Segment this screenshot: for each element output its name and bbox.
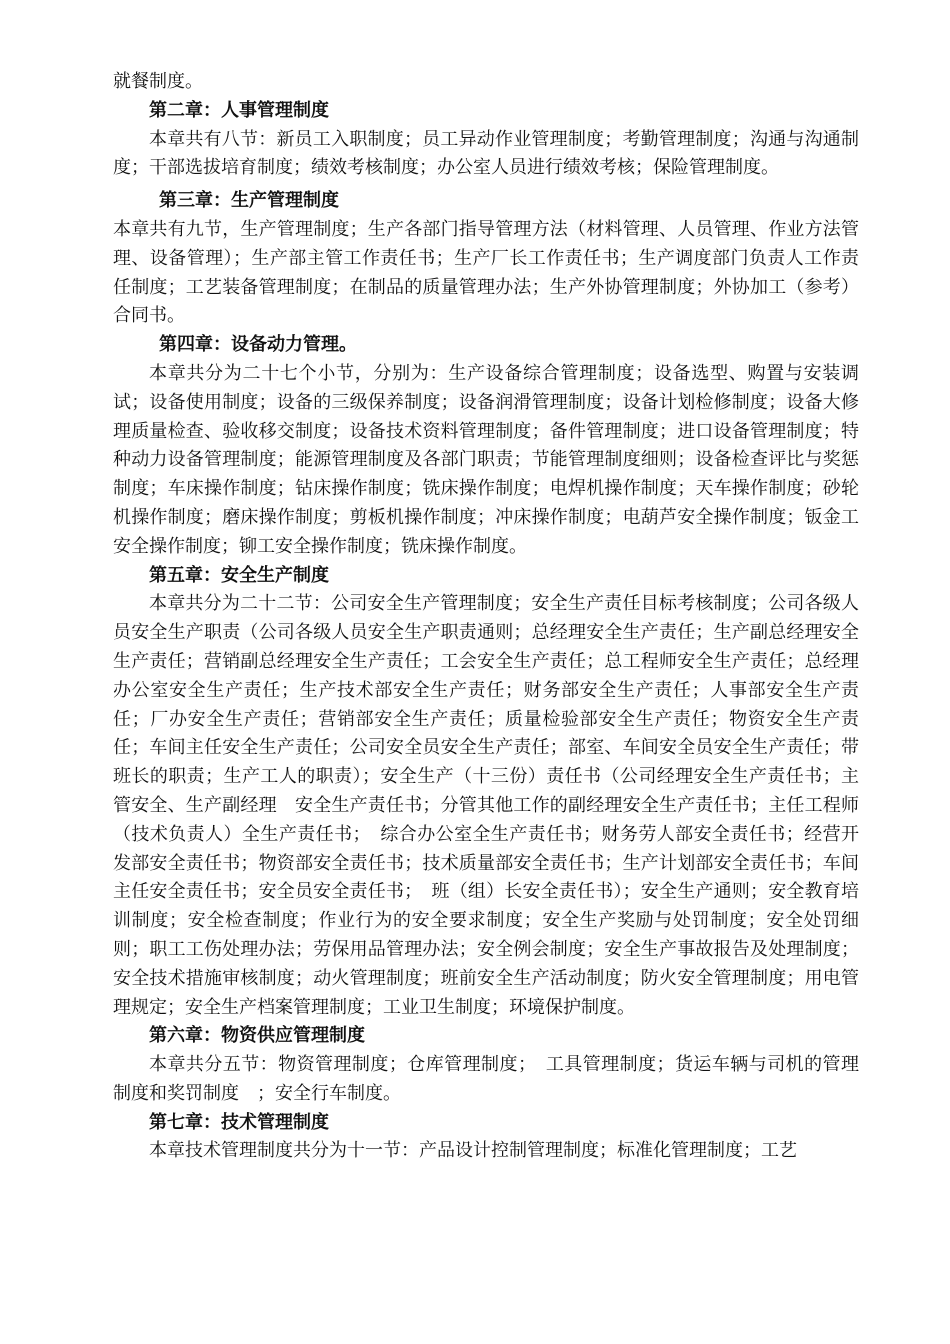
- chapter-6-heading: 第六章：物资供应管理制度: [149, 1025, 365, 1047]
- chapter-3-heading: 第三章：生产管理制度: [159, 190, 339, 212]
- chapter-5-heading: 第五章：安全生产制度: [149, 564, 329, 586]
- chapter-3-body: 本章共有九节，生产管理制度；生产各部门指导管理方法（材料管理、人员管理、作业方法管理、设备管理）；生产部主管工作责任书；生产厂长工作责任书；生产调度部门负责人工作责任制度；工艺装备管理制度；在制品的质量管理办法；生产外协管理制度；外协加工（参考）合同书。: [113, 218, 859, 327]
- chapter-4-heading: 第四章：设备动力管理。: [159, 334, 357, 356]
- chapter-2-body: 本章共有八节：新员工入职制度；员工异动作业管理制度；考勤管理制度；沟通与沟通制度；干部选拔培育制度；绩效考核制度；办公室人员进行绩效考核；保险管理制度。: [113, 128, 859, 179]
- chapter-4-body: 本章共分为二十七个小节，分别为：生产设备综合管理制度；设备选型、购置与安装调试；设备使用制度；设备的三级保养制度；设备润滑管理制度；设备计划检修制度；设备大修理质量检查、验收移交制度；设备技术资料管理制度；备件管理制度；进口设备管理制度；特种动力设备管理制度；能源管理制度及各部门职责；节能管理制度细则；设备检查评比与奖惩制度；车床操作制度；钻床操作制度；铣床操作制度；电焊机操作制度；天车操作制度；砂轮机操作制度；磨床操作制度；剪板机操作制度；冲床操作制度；电葫芦安全操作制度；钣金工安全操作制度；铆工安全操作制度；铣床操作制度。: [113, 362, 859, 557]
- chapter-7-heading: 第七章：技术管理制度: [149, 1111, 329, 1133]
- chapter-5-body: 本章共分为二十二节：公司安全生产管理制度；安全生产责任目标考核制度；公司各级人员安全生产职责（公司各级人员安全生产职责通则；总经理安全生产责任；生产副总经理安全生产责任；营销副总经理安全生产责任；工会安全生产责任；总工程师安全生产责任；总经理办公室安全生产责任；生产技术部安全生产责任；财务部安全生产责任；人事部安全生产责任；厂办安全生产责任；营销部安全生产责任；质量检验部安全生产责任；物资安全生产责任；车间主任安全生产责任；公司安全员安全生产责任；部室、车间安全员安全生产责任；带班长的职责；生产工人的职责）；安全生产（十三份）责任书（公司经理安全生产责任书；主管安全、生产副经理 安全生产责任书；分管其他工作的副经理安全生产责任书；主任工程师（技术负责人）全生产责任书； 综合办公室全生产责任书；财务劳人部安全责任书；经营开发部安全责任书；物资部安全责任书；技术质量部安全责任书；生产计划部安全责任书；车间主任安全责任书；安全员安全责任书； 班（组）长安全责任书）；安全生产通则；安全教育培训制度；安全检查制度；作业行为的安全要求制度；安全生产奖励与处罚制度；安全处罚细则；职工工伤处理办法；劳保用品管理办法；安全例会制度；安全生产事故报告及处理制度；安全技术措施审核制度；动火管理制度；班前安全生产活动制度；防火安全管理制度；用电管理规定；安全生产档案管理制度；工业卫生制度；环境保护制度。: [113, 593, 859, 1018]
- chapter-2-heading: 第二章：人事管理制度: [149, 99, 329, 121]
- intro-tail-text: 就餐制度。: [113, 71, 203, 92]
- document-page: [113, 68, 859, 1166]
- chapter-6-body: 本章共分五节：物资管理制度；仓库管理制度； 工具管理制度；货运车辆与司机的管理制度和奖罚制度 ；安全行车制度。: [113, 1054, 859, 1104]
- chapter-7-body: 本章技术管理制度共分为十一节：产品设计控制管理制度；标准化管理制度；工艺: [149, 1140, 797, 1162]
